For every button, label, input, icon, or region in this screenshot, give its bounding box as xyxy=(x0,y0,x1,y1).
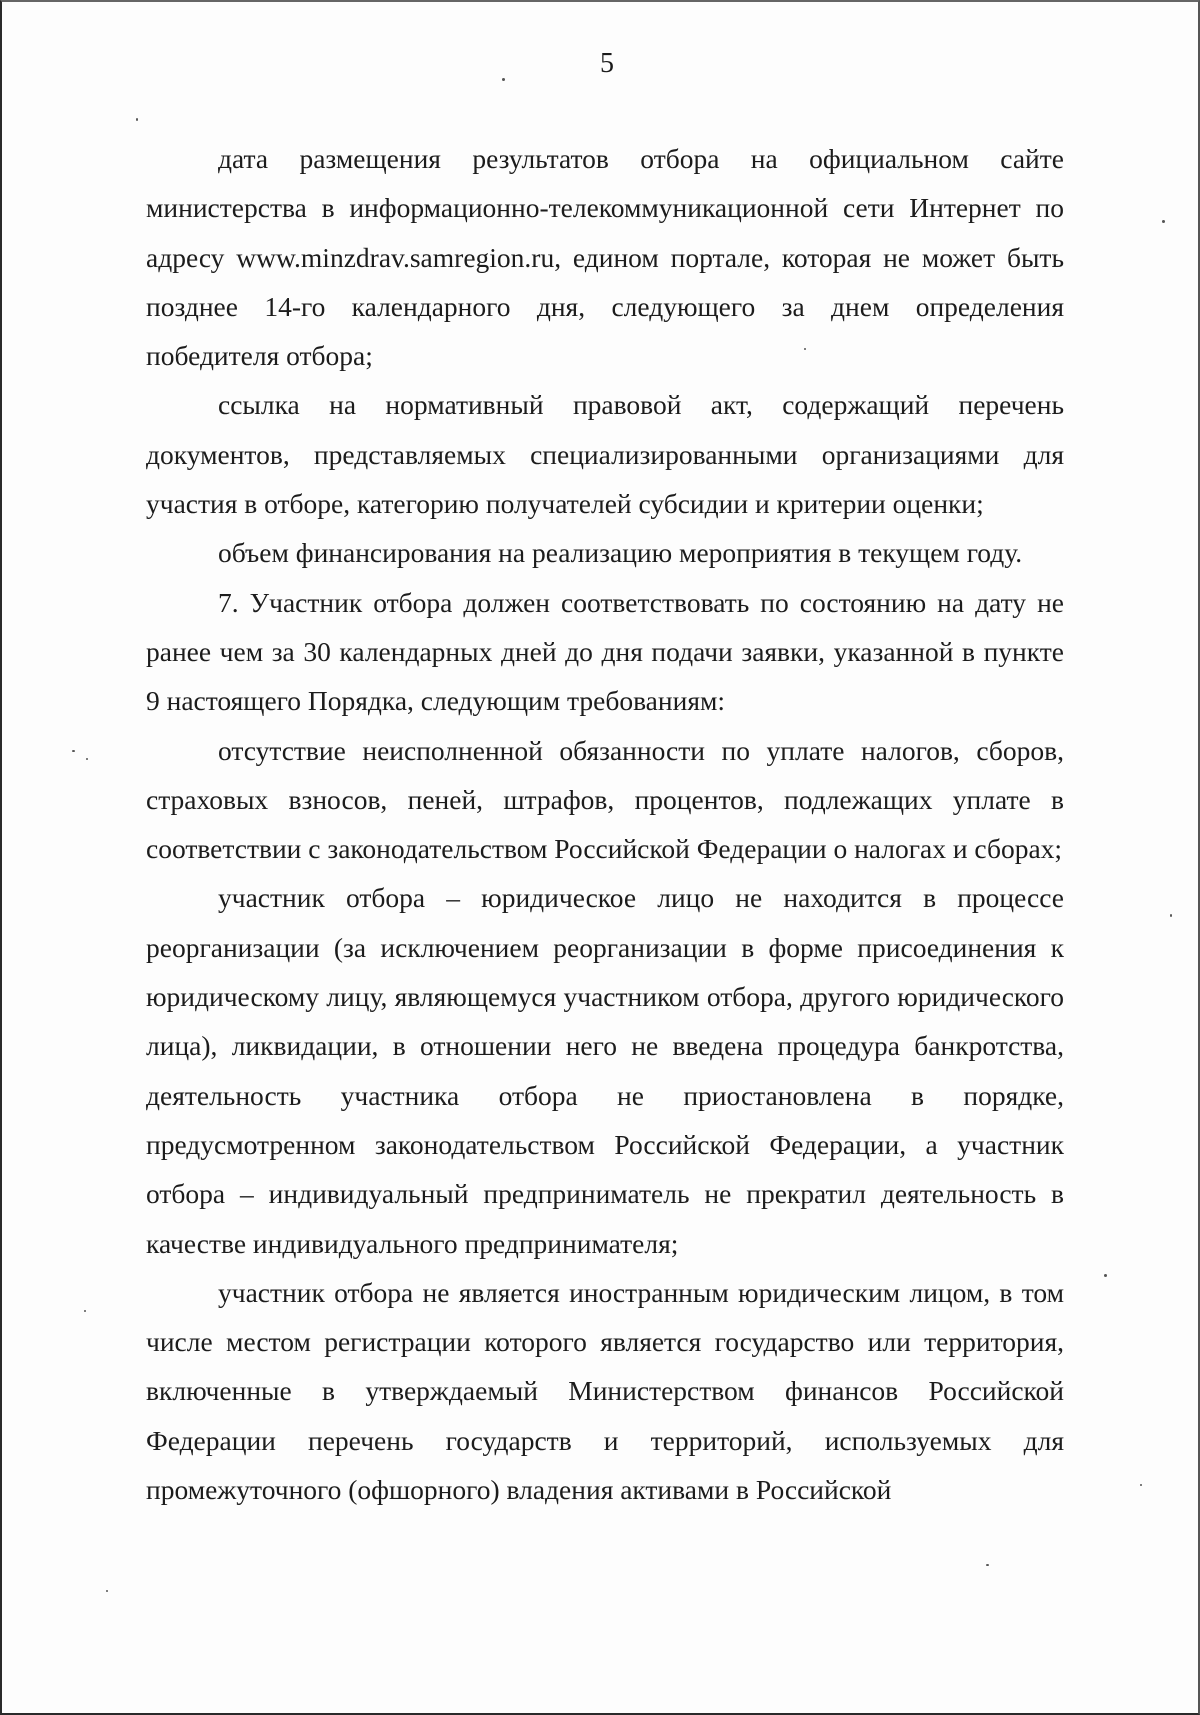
scan-speck xyxy=(106,1590,108,1592)
scan-speck xyxy=(1104,1274,1107,1277)
scan-speck xyxy=(86,758,88,760)
paragraph-not-foreign-entity: участник отбора не является иностранным юридическим лицом, в том числе местом регистрации которого является государство или территория, включенные в утверждаемый Министерством финансов Российской Федерации перечень государств и территорий, используемых для промежуточного (офшорного) владения активами в Российской xyxy=(146,1276,1064,1506)
scan-speck xyxy=(986,1564,989,1566)
paragraph-funding-volume: объем финансирования на реализацию мероприятия в текущем году. xyxy=(218,537,1023,569)
scan-speck xyxy=(1140,1484,1142,1486)
paragraph-legal-act-link: ссылка на нормативный правовой акт, содержащий перечень документов, представляемых специализированными организациями для участия в отборе, категорию получателей субсидии и критерии оценки; xyxy=(146,389,1064,520)
scan-speck xyxy=(1170,914,1172,917)
scan-speck xyxy=(72,750,75,752)
paragraph-publication-date: дата размещения результатов отбора на официальном сайте министерства в информационно-телекоммуникационной сети Интернет по адресу www.minzdrav.samregion.ru, едином портале, которая не может быть позднее 14-го календарного дня, следующего за днем определения победителя отбора; xyxy=(146,143,1064,372)
scan-speck xyxy=(84,1310,86,1312)
scan-speck xyxy=(1162,220,1165,223)
document-body xyxy=(146,134,1064,1514)
paragraph-no-tax-debt: отсутствие неисполненной обязанности по уплате налогов, сборов, страховых взносов, пеней, штрафов, процентов, подлежащих уплате в соответствии с законодательством Российской Федерации о налогах и сборах; xyxy=(146,734,1064,865)
scan-speck xyxy=(136,118,138,121)
scan-speck xyxy=(502,78,505,81)
page-number: 5 xyxy=(600,48,614,79)
paragraph-item-7: 7. Участник отбора должен соответствовать по состоянию на дату не ранее чем за 30 календарных дней до дня подачи заявки, указанной в пункте 9 настоящего Порядка, следующим требованиям: xyxy=(146,586,1064,717)
paragraph-no-reorganization: участник отбора – юридическое лицо не находится в процессе реорганизации (за исключением реорганизации в форме присоединения к юридическому лицу, являющемуся участником отбора, другого юридического лица), ликвидации, в отношении него не введена процедура банкротства, деятельность участника отбора не приостановлена в порядке, предусмотренном законодательством Российской Федерации, а участник отбора – индивидуальный предприниматель не прекратил деятельность в качестве индивидуального предпринимателя; xyxy=(146,882,1064,1259)
scan-speck xyxy=(804,348,806,350)
